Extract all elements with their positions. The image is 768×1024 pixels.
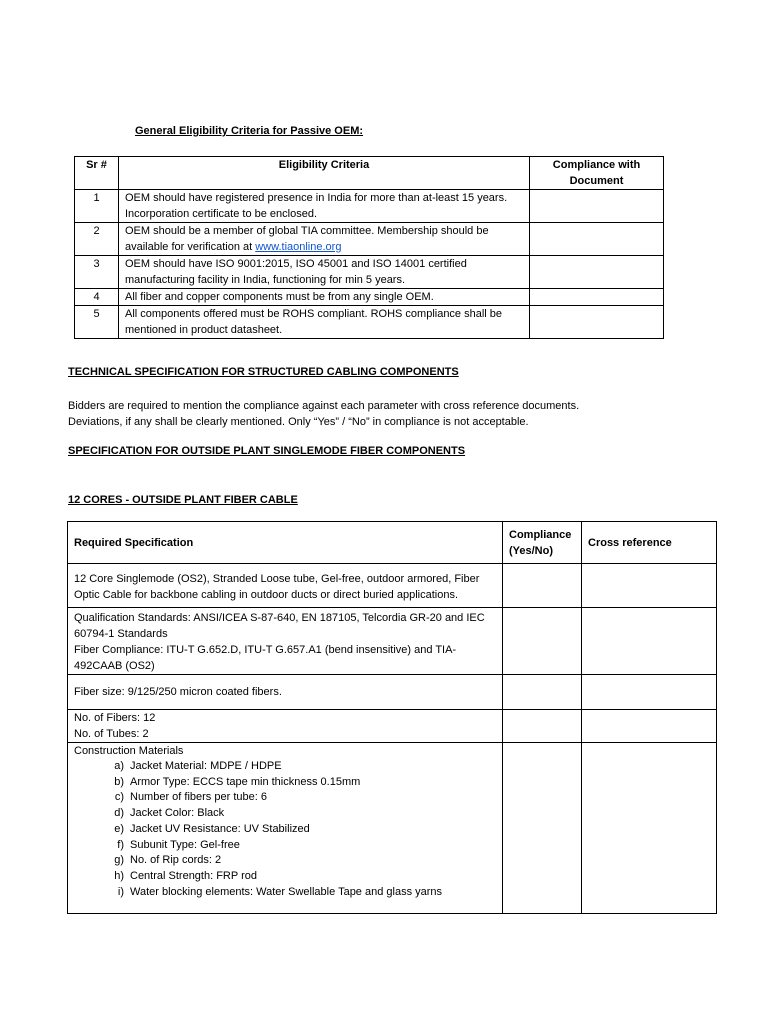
row-criteria: All components offered must be ROHS compliant. ROHS compliance shall be mentioned in product datasheet. [119,306,530,339]
table-row [68,710,717,743]
instructions-paragraph [68,398,708,430]
row-criteria: OEM should have registered presence in India for more than at-least 15 years. Incorporation certificate to be enclosed. [119,190,530,223]
table-row [68,564,717,608]
list-item: d. Jacket Color: Black [124,806,496,822]
spec-line: Fiber Compliance: ITU-T G.652.D, ITU-T G.657.A1 (bend insensitive) and TIA-492CAAB (OS2) [74,644,457,672]
spec-line: No. of Tubes: 2 [74,728,149,740]
list-item: b. Armor Type: ECCS tape min thickness 0.15mm [124,775,496,791]
row-compliance[interactable] [530,289,664,306]
row-criteria: All fiber and copper components must be from any single OEM. [119,289,530,306]
specification-table [67,521,717,914]
table-row [75,256,664,289]
eligibility-title: General Eligibility Criteria for Passive OEM: [135,125,364,137]
header-criteria: Eligibility Criteria [119,157,530,190]
construction-materials-list [74,759,496,900]
row-compliance[interactable] [530,223,664,256]
header-required-spec: Required Specification [68,522,503,564]
spec-cell [68,608,503,675]
row-sr: 1 [75,190,119,223]
row-sr: 2 [75,223,119,256]
construction-materials-title: Construction Materials [74,745,184,757]
technical-spec-heading: TECHNICAL SPECIFICATION FOR STRUCTURED CABLING COMPONENTS [68,366,459,378]
header-compliance: Compliance with Document [530,157,664,190]
cross-reference-cell[interactable] [582,710,717,743]
row-sr: 3 [75,256,119,289]
instruction-line: Bidders are required to mention the compliance against each parameter with cross reference documents. [68,400,580,412]
cross-reference-cell[interactable] [582,675,717,710]
list-item: a. Jacket Material: MDPE / HDPE [124,759,496,775]
eligibility-table [74,156,664,339]
cable-heading: 12 CORES - OUTSIDE PLANT FIBER CABLE [68,494,298,506]
header-sr: Sr # [75,157,119,190]
cross-reference-cell[interactable] [582,743,717,914]
compliance-cell[interactable] [503,710,582,743]
list-item: c. Number of fibers per tube: 6 [124,790,496,806]
header-cross-reference: Cross reference [582,522,717,564]
table-row [68,743,717,914]
table-row [68,675,717,710]
osp-heading: SPECIFICATION FOR OUTSIDE PLANT SINGLEMODE FIBER COMPONENTS [68,445,466,457]
list-item: e. Jacket UV Resistance: UV Stabilized [124,822,496,838]
header-compliance-yes-no: Compliance (Yes/No) [503,522,582,564]
row-sr: 5 [75,306,119,339]
list-item: g. No. of Rip cords: 2 [124,853,496,869]
row-criteria [119,223,530,256]
spec-cell: 12 Core Singlemode (OS2), Stranded Loose tube, Gel-free, outdoor armored, Fiber Optic Cable for backbone cabling in outdoor ducts or direct buried applications. [68,564,503,608]
spec-line: Qualification Standards: ANSI/ICEA S-87-640, EN 187105, Telcordia GR-20 and IEC 60794-1 Standards [74,612,485,640]
spec-cell: Fiber size: 9/125/250 micron coated fibers. [68,675,503,710]
eligibility-header-row [75,157,664,190]
row-criteria: OEM should have ISO 9001:2015, ISO 45001 and ISO 14001 certified manufacturing facility in India, functioning for min 5 years. [119,256,530,289]
cross-reference-cell[interactable] [582,564,717,608]
table-row [75,306,664,339]
tia-link[interactable]: www.tiaonline.org [255,241,342,253]
table-row [75,223,664,256]
spec-header-row [68,522,717,564]
table-row [75,289,664,306]
list-item: f. Subunit Type: Gel-free [124,838,496,854]
table-row [68,608,717,675]
spec-cell [68,710,503,743]
compliance-cell[interactable] [503,743,582,914]
compliance-cell[interactable] [503,608,582,675]
compliance-cell[interactable] [503,564,582,608]
compliance-cell[interactable] [503,675,582,710]
row-compliance[interactable] [530,256,664,289]
spec-cell [68,743,503,914]
instruction-line: Deviations, if any shall be clearly mentioned. Only “Yes” / “No” in compliance is not acceptable. [68,416,529,428]
spec-line: No. of Fibers: 12 [74,712,156,724]
list-item: i. Water blocking elements: Water Swellable Tape and glass yarns [124,885,496,901]
cross-reference-cell[interactable] [582,608,717,675]
row-compliance[interactable] [530,190,664,223]
row-compliance[interactable] [530,306,664,339]
table-row [75,190,664,223]
criteria-text: OEM should be a member of global TIA committee. Membership should be available for verification at [125,225,489,253]
row-sr: 4 [75,289,119,306]
list-item: h. Central Strength: FRP rod [124,869,496,885]
